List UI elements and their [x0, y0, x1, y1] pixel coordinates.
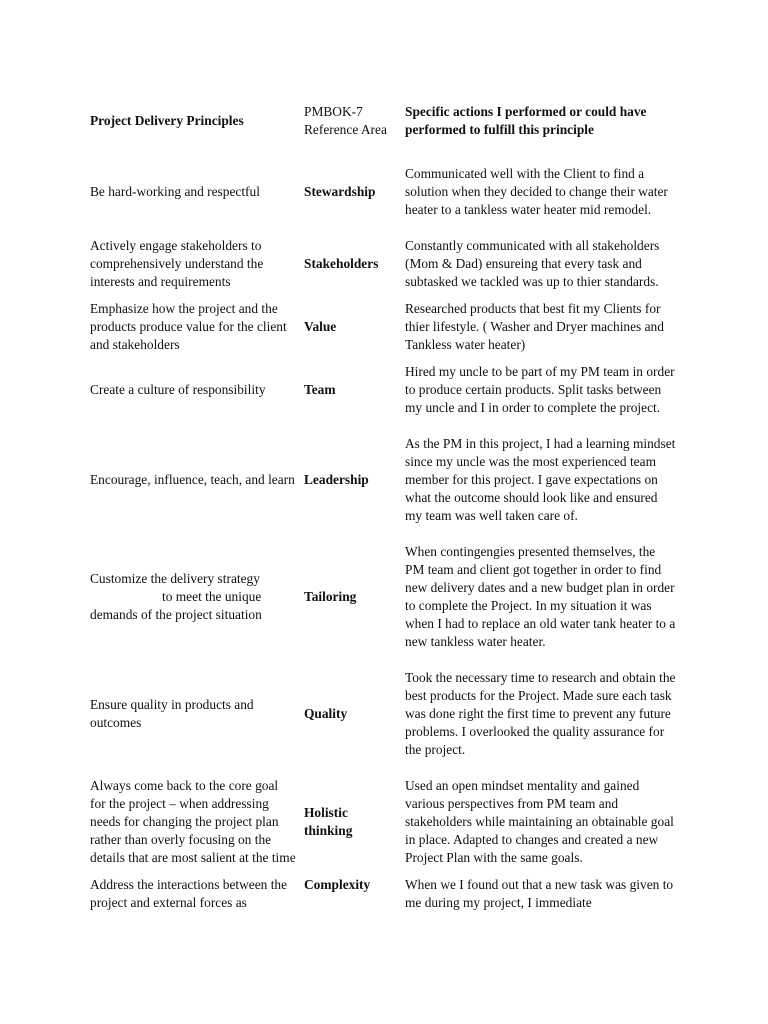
principle-cell: Emphasize how the project and the products produce value for the client and stakeholders — [90, 301, 287, 352]
header-action: Specific actions I performed or could have performed to fulfill this principle — [405, 104, 647, 137]
action-cell: Communicated well with the Client to find a solution when they decided to change their water heater to a tankless water heater mid remodel. — [405, 166, 668, 217]
area-cell: Quality — [304, 706, 348, 721]
table-header-row — [86, 90, 680, 156]
header-area: PMBOK-7 Reference Area — [304, 104, 387, 137]
table-row — [86, 768, 680, 876]
area-cell: Complexity — [304, 877, 371, 892]
action-cell: As the PM in this project, I had a learning mindset since my uncle was the most experienced team member for this project. I gave expectations on what the outcome should look like and ensured my team was well taken care of. — [405, 436, 676, 523]
table-row — [86, 534, 680, 660]
principle-cell: Be hard-working and respectful — [90, 184, 260, 199]
principle-cell: Create a culture of responsibility — [90, 382, 266, 397]
principle-text-part-2: to meet the unique demands of the project situation — [90, 589, 262, 622]
action-cell: Used an open mindset mentality and gained various perspectives from PM team and stakeholders while maintaining an obtainable goal in place. Adapted to changes and created a new Project Plan with the same goals. — [405, 778, 674, 865]
table-row — [86, 876, 680, 916]
table-row — [86, 660, 680, 768]
table-row — [86, 354, 680, 426]
principle-cell: Ensure quality in products and outcomes — [90, 697, 254, 730]
table-row — [86, 156, 680, 228]
principle-text-part-1: Customize the delivery strategy — [90, 571, 260, 586]
header-principle: Project Delivery Principles — [90, 113, 244, 128]
table-row — [86, 426, 680, 534]
action-cell: Took the necessary time to research and obtain the best products for the Project. Made sure each task was done right the first time to prevent any future problems. I overlooked the quality assurance for the project. — [405, 670, 676, 757]
area-cell: Value — [304, 319, 337, 334]
area-cell: Tailoring — [304, 589, 357, 604]
area-cell: Stakeholders — [304, 256, 379, 271]
table-row — [86, 228, 680, 300]
area-cell: Leadership — [304, 472, 369, 487]
area-cell: Team — [304, 382, 336, 397]
principles-table — [86, 90, 680, 916]
principle-cell — [86, 534, 300, 660]
action-cell: When we I found out that a new task was given to me during my project, I immediate — [405, 877, 674, 910]
area-cell: Holistic thinking — [304, 805, 353, 838]
action-cell: When contingengies presented themselves, the PM team and client got together in order to find new delivery dates and a new budget plan in order to complete the Project. In my situation it was when I had to replace an old water tank heater to a new tankless water heater. — [405, 544, 676, 649]
principle-cell: Actively engage stakeholders to comprehensively understand the interests and requirements — [90, 238, 264, 289]
table-row — [86, 300, 680, 354]
principle-cell: Address the interactions between the project and external forces as — [90, 877, 288, 910]
area-cell: Stewardship — [304, 184, 376, 199]
principle-cell: Encourage, influence, teach, and learn — [90, 472, 295, 487]
principle-cell: Always come back to the core goal for the project – when addressing needs for changing the project plan rather than overly focusing on the details that are most salient at the time — [90, 778, 296, 865]
action-cell: Researched products that best fit my Clients for thier lifestyle. ( Washer and Dryer machines and Tankless water heater) — [405, 301, 664, 352]
action-cell: Hired my uncle to be part of my PM team in order to produce certain products. Split tasks between my uncle and I in order to complete the project. — [405, 364, 675, 415]
action-cell: Constantly communicated with all stakeholders (Mom & Dad) ensureing that every task and subtasked we tackled was up to thier standards. — [405, 238, 660, 289]
